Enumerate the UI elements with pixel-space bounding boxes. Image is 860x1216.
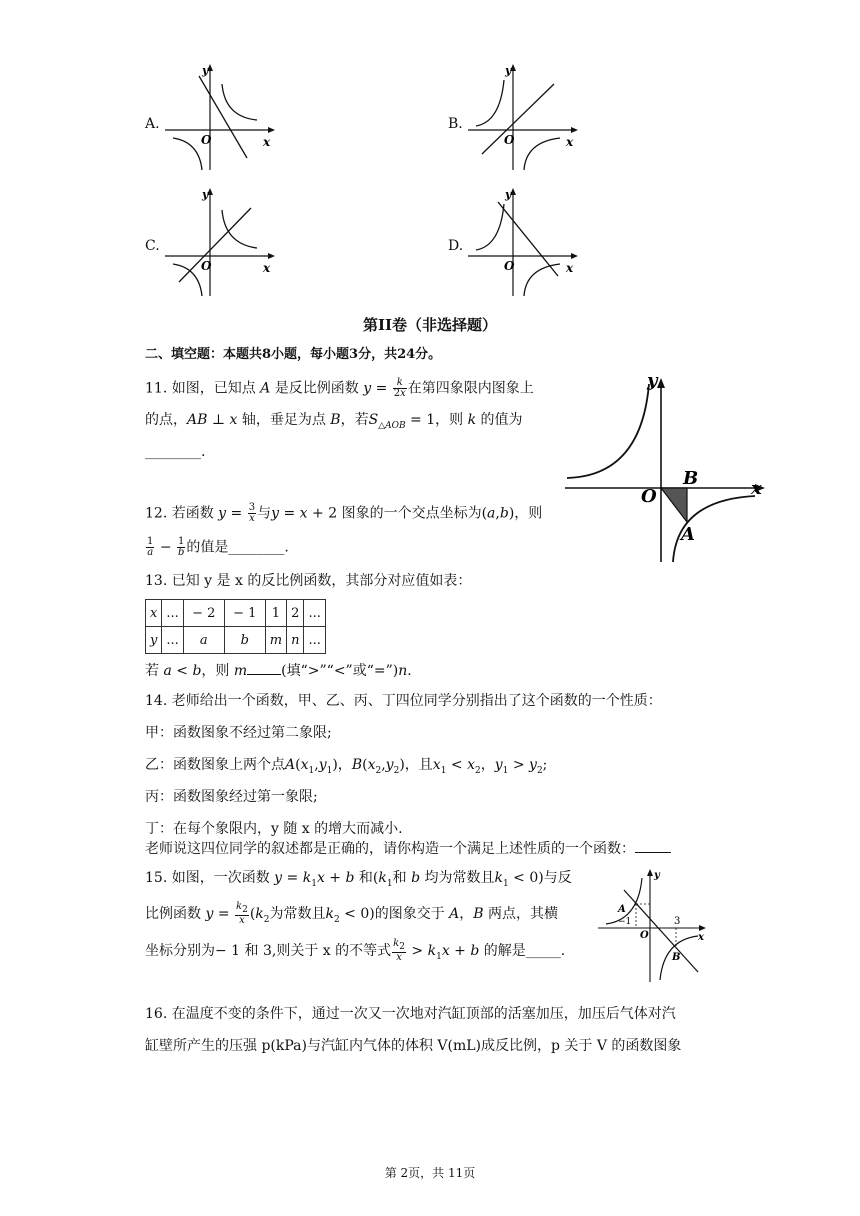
x-label: x (566, 261, 574, 275)
q13-question: 若 a < b，则 m (填“>”“<”或“=”)n. (145, 660, 412, 681)
option-c-label: C. (145, 238, 160, 254)
y-label: y (202, 188, 209, 201)
origin-label: O (504, 259, 515, 273)
tick-3: 3 (674, 916, 681, 927)
q11-line3: ________. (145, 444, 206, 460)
q15-text-4: 与反 (543, 870, 572, 886)
table-row (146, 600, 326, 627)
origin-label: O (640, 930, 649, 941)
q11-figure (565, 372, 770, 568)
option-a-graph (165, 62, 275, 176)
table-cell: ... (162, 627, 183, 654)
x-axis-arrow (571, 253, 578, 259)
x-label: x (263, 135, 271, 149)
q14-jia: 甲：函数图象不经过第二象限; (145, 725, 332, 741)
q14-conclusion-text: 老师说这四位同学的叙述都是正确的，请你构造一个满足上述性质的一个函数： (145, 841, 635, 857)
q11-text-2: 是反比例函数 (274, 380, 359, 397)
q13-table (145, 599, 326, 654)
q12-text-1: 12. 若函数 (145, 505, 214, 522)
table-cell: n (287, 627, 304, 654)
x-label: x (566, 135, 574, 149)
fraction-k2-x: $\frac{k_2}{x}$ (236, 901, 248, 926)
section-title: 第II卷（非选择题） (362, 316, 498, 334)
point-a-label: A (681, 524, 695, 545)
table-cell: y (146, 627, 162, 654)
q11-text-6: ，若 (340, 412, 369, 428)
q15-text-7: 的图象交于 (374, 906, 445, 922)
table-cell: b (224, 627, 265, 654)
origin-label: O (201, 133, 212, 147)
q16-line1: 16. 在温度不变的条件下，通过一次又一次地对汽缸顶部的活塞加压，加压后气体对汽 (145, 1006, 676, 1022)
q15-line1: 15. 如图，一次函数 $y = k_1x + b$ 和($k_1$和 b 均为常数且$k_1 < 0$)与反 (145, 870, 572, 889)
fraction-1-a: $\frac{1}{a}$ (147, 536, 154, 558)
option-c-graph (165, 186, 275, 302)
table-cell: m (265, 627, 286, 654)
table-cell: ... (162, 600, 183, 627)
q11-line2: 的点，AB ⊥ x 轴，垂足为点 B，若$S_{\triangle AOB} = 1$，则 k 的值为 (145, 412, 523, 431)
hyperbola-branch-1 (222, 210, 257, 248)
q11-text-8: 的值为 (480, 412, 523, 428)
point-b-label: B (672, 952, 681, 963)
q14-yi: 乙：函数图象上两个点$A(x_1,y_1)$，$B(x_2,y_2)$，且$x_1 < x_2$，$y_1 > y_2$; (145, 757, 548, 776)
q14-intro: 14. 老师给出一个函数，甲、乙、丙、丁四位同学分别指出了这个函数的一个性质： (145, 693, 662, 709)
straight-line (179, 208, 251, 282)
hyperbola-branch-2 (173, 264, 202, 296)
x-label: x (698, 932, 704, 943)
q12-text-2: 与 (257, 505, 272, 522)
hyperbola-branch-2 (524, 264, 560, 296)
straight-line (482, 84, 554, 154)
option-d-graph (468, 186, 578, 302)
x-label: x (263, 261, 271, 275)
option-b-graph (468, 62, 578, 176)
table-row (146, 627, 326, 654)
x-label: x (751, 478, 762, 499)
x-axis-arrow (268, 253, 275, 259)
q13-intro: 13. 已知 y 是 x 的反比例函数，其部分对应值如表： (145, 573, 472, 589)
q13-question-text: (填“>”“<”或“=”) (281, 663, 399, 679)
table-cell: − 2 (183, 600, 224, 627)
q15-text-1: 15. 如图，一次函数 (145, 870, 270, 886)
page-footer: 第 2页，共 11页 (384, 1166, 476, 1180)
x-axis-arrow (699, 925, 706, 931)
q14-yi-text-1: 乙：函数图象上两个点 (145, 757, 285, 773)
hyperbola-branch-1 (222, 84, 257, 120)
x-axis-arrow (571, 127, 578, 133)
q15-text-5: 比例函数 (145, 906, 201, 922)
origin-label: O (504, 133, 515, 147)
point-a-label: A (618, 904, 626, 915)
table-cell: 2 (287, 600, 304, 627)
q11-text-4: 的点， (145, 412, 187, 428)
q15-text-9: 坐标分别为− 1 和 3,则关于 x 的不等式 (145, 943, 392, 959)
table-cell: a (183, 627, 224, 654)
q12-text-4: ，则 (514, 505, 543, 522)
q15-text-8: 两点，其横 (488, 906, 559, 922)
y-label: y (505, 64, 512, 77)
q14-bing: 丙：函数图象经过第一象限; (145, 789, 318, 805)
q14-ding: 丁：在每个象限内，y 随 x 的增大而减小. (145, 821, 403, 837)
origin-label: O (641, 486, 657, 507)
q11-text-5: 轴，垂足为点 (241, 412, 326, 428)
table-cell: ... (304, 627, 325, 654)
y-label: y (202, 64, 209, 77)
q15-line2: 比例函数 y = $\frac{k_2}{x}$ ($k_2$为常数且$k_2 < 0$)的图象交于 A，B 两点，其横 (145, 901, 559, 926)
hyperbola-branch-2 (173, 138, 202, 170)
answer-blank[interactable] (247, 660, 281, 675)
option-a-label: A. (145, 116, 160, 132)
q15-text-6: 为常数且 (269, 906, 326, 922)
fraction-3-x: $\frac{3}{x}$ (248, 502, 256, 524)
y-label: y (505, 188, 512, 201)
table-cell: ... (304, 600, 325, 627)
tick-minus-1: −1 (618, 917, 632, 927)
q12-line1: 12. 若函数 y = $\frac{3}{x}$ 与y = x + 2 图象的一个交点坐标为(a,b)，则 (145, 502, 543, 524)
option-b-label: B. (448, 116, 463, 132)
q16-line2: 缸壁所产生的压强 p(kPa)与汽缸内气体的体积 V(mL)成反比例，p 关于 V 的函数图象 (145, 1038, 682, 1054)
q11-text-1: 11. 如图，已知点 (145, 380, 256, 397)
y-label: y (647, 372, 658, 391)
answer-blank[interactable] (635, 838, 671, 853)
q11-line1: 11. 如图，已知点 A 是反比例函数 y = $\frac{k}{2x}$ 在第四象限内图象上 (145, 377, 534, 399)
option-d-label: D. (448, 238, 464, 254)
y-axis-arrow (647, 869, 653, 876)
q12-text-3: 图象的一个交点坐标为 (341, 505, 482, 522)
fraction-k2-x-2: $\frac{k_2}{x}$ (393, 938, 405, 963)
triangle-aob (661, 488, 687, 522)
q11-text-3: 在第四象限内图象上 (407, 380, 534, 397)
table-cell: x (146, 600, 162, 627)
hyperbola-branch-2 (567, 384, 649, 478)
q14-yi-text-2: ，且 (404, 757, 433, 773)
fraction-1-b: $\frac{1}{b}$ (178, 536, 185, 558)
hyperbola-branch-1 (476, 204, 504, 250)
x-axis-arrow (268, 127, 275, 133)
q15-text-10: 的解是_____. (483, 943, 566, 959)
q14-conclusion (145, 838, 671, 859)
table-cell: 1 (265, 600, 286, 627)
table-cell: − 1 (224, 600, 265, 627)
hyperbola-branch-2 (524, 138, 560, 170)
q12-line2: $\frac{1}{a}$ − $\frac{1}{b}$ 的值是________. (147, 536, 289, 558)
origin-label: O (201, 259, 212, 273)
part2-header: 二、填空题：本题共8小题，每小题3分，共24分。 (145, 347, 442, 362)
q15-text-2: 和 (358, 870, 373, 886)
y-label: y (654, 870, 660, 881)
straight-line (624, 890, 698, 972)
fraction-k-2x: $\frac{k}{2x}$ (393, 377, 406, 399)
hyperbola-branch-1 (476, 80, 504, 126)
q15-figure (598, 866, 708, 990)
q11-text-7: ，则 (435, 412, 464, 428)
y-axis-arrow (657, 378, 665, 388)
q15-line3: 坐标分别为− 1 和 3,则关于 x 的不等式 $\frac{k_2}{x}$ > $k_1x + b$ 的解是_____. (145, 938, 566, 963)
point-b-label: B (683, 468, 699, 489)
q15-text-3: 均为常数且 (424, 870, 495, 886)
q12-text-5: 的值是________. (186, 539, 289, 556)
